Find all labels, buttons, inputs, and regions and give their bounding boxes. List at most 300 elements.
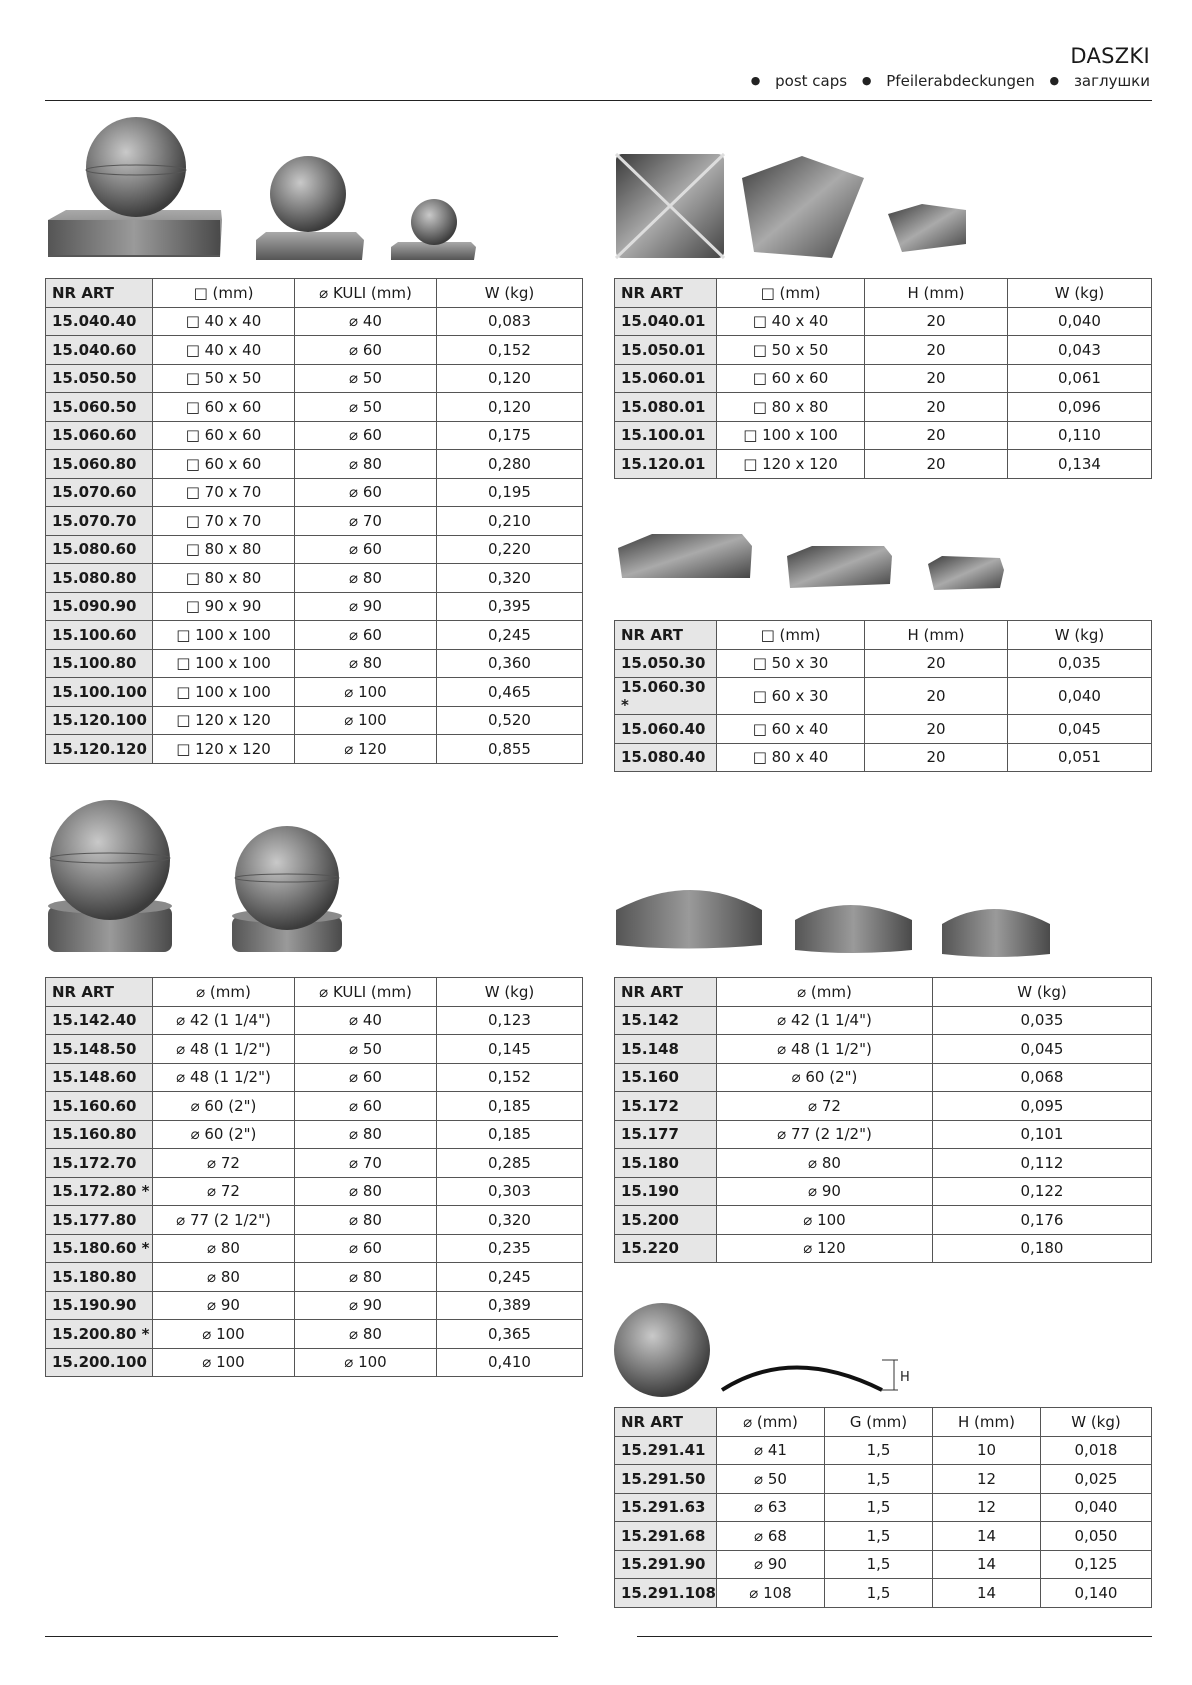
spec-cell: ⌀ 90 [717, 1550, 825, 1579]
spec-cell: □ 80 x 80 [153, 535, 295, 564]
spec-cell: □ 60 x 60 [153, 393, 295, 422]
table-row [615, 649, 1152, 678]
article-number-cell: 15.148.50 [46, 1035, 153, 1064]
article-number-cell: 15.120.01 [615, 450, 717, 479]
spec-cell: 1,5 [825, 1493, 933, 1522]
spec-cell: 0,245 [437, 1263, 583, 1292]
spec-cell: 0,025 [1041, 1465, 1152, 1494]
spec-cell: □ 60 x 60 [153, 421, 295, 450]
table-row [615, 393, 1152, 422]
spec-cell: □ 120 x 120 [153, 706, 295, 735]
table-row [46, 706, 583, 735]
table-row [615, 1234, 1152, 1263]
spec-cell: 0,123 [437, 1006, 583, 1035]
spec-cell: 20 [865, 307, 1008, 336]
article-number-cell: 15.291.41 [615, 1436, 717, 1465]
spec-cell: ⌀ 72 [717, 1092, 933, 1121]
table-header-row [615, 621, 1152, 650]
table-rectangular-caps [614, 620, 1152, 772]
spec-cell: 0,210 [437, 507, 583, 536]
spec-cell: □ 50 x 50 [153, 364, 295, 393]
spec-cell: ⌀ 120 [717, 1234, 933, 1263]
spec-cell: ⌀ 60 [295, 1063, 437, 1092]
table-row [615, 1522, 1152, 1551]
spec-cell: ⌀ 108 [717, 1579, 825, 1608]
spec-cell: 0,152 [437, 1063, 583, 1092]
subtitle-en: post caps [775, 72, 848, 90]
spec-cell: 14 [933, 1550, 1041, 1579]
article-number-cell: 15.050.01 [615, 336, 717, 365]
article-number-cell: 15.040.40 [46, 307, 153, 336]
article-number-cell: 15.220 [615, 1234, 717, 1263]
spec-cell: 0,096 [1008, 393, 1152, 422]
spec-cell: ⌀ 90 [153, 1291, 295, 1320]
spec-cell: ⌀ 100 [295, 706, 437, 735]
column-header: H (mm) [865, 279, 1008, 308]
spec-cell: 0,152 [437, 336, 583, 365]
spec-cell: 1,5 [825, 1522, 933, 1551]
footer-rule-right [637, 1636, 1152, 1637]
spec-cell: □ 80 x 40 [717, 743, 865, 772]
spec-cell: 0,061 [1008, 364, 1152, 393]
column-header: W (kg) [1008, 621, 1152, 650]
spec-cell: 0,045 [933, 1035, 1152, 1064]
spec-cell: □ 40 x 40 [717, 307, 865, 336]
spec-cell: ⌀ 60 [295, 621, 437, 650]
spec-cell: 0,320 [437, 564, 583, 593]
spec-cell: □ 70 x 70 [153, 478, 295, 507]
article-number-cell: 15.291.68 [615, 1522, 717, 1551]
spec-cell: 0,120 [437, 393, 583, 422]
article-number-cell: 15.120.100 [46, 706, 153, 735]
spec-cell: 0,125 [1041, 1550, 1152, 1579]
spec-cell: 0,083 [437, 307, 583, 336]
spec-cell: 1,5 [825, 1436, 933, 1465]
spec-cell: ⌀ 60 [295, 1234, 437, 1263]
spec-cell: 0,245 [437, 621, 583, 650]
article-number-cell: 15.080.60 [46, 535, 153, 564]
spec-cell: 0,043 [1008, 336, 1152, 365]
article-number-cell: 15.060.01 [615, 364, 717, 393]
table-row [46, 450, 583, 479]
spec-cell: ⌀ 100 [153, 1320, 295, 1349]
spec-cell: □ 80 x 80 [717, 393, 865, 422]
article-number-cell: 15.200.80 * [46, 1320, 153, 1349]
table-row [46, 1092, 583, 1121]
spec-cell: 20 [865, 649, 1008, 678]
spec-cell: ⌀ 72 [153, 1149, 295, 1178]
table-row [46, 1263, 583, 1292]
spec-cell: □ 60 x 60 [717, 364, 865, 393]
table-row [46, 1348, 583, 1377]
spec-cell: ⌀ 60 [295, 336, 437, 365]
spec-cell: 20 [865, 364, 1008, 393]
spec-cell: 0,176 [933, 1206, 1152, 1235]
table-row [615, 1092, 1152, 1121]
spec-cell: □ 60 x 60 [153, 450, 295, 479]
spec-cell: 0,050 [1041, 1522, 1152, 1551]
round-cap-image [612, 880, 1072, 960]
spec-cell: 0,360 [437, 649, 583, 678]
column-header: W (kg) [1008, 279, 1152, 308]
article-number-cell: 15.060.80 [46, 450, 153, 479]
table-row [46, 1291, 583, 1320]
article-number-cell: 15.100.01 [615, 421, 717, 450]
article-number-cell: 15.160.80 [46, 1120, 153, 1149]
spec-cell: 12 [933, 1465, 1041, 1494]
table-row [46, 1006, 583, 1035]
spec-cell: 0,195 [437, 478, 583, 507]
spec-cell: 0,040 [1008, 678, 1152, 715]
ball-round-cap-image [46, 788, 376, 958]
article-number-cell: 15.291.50 [615, 1465, 717, 1494]
spec-cell: ⌀ 42 (1 1/4") [717, 1006, 933, 1035]
article-number-cell: 15.090.90 [46, 592, 153, 621]
spec-cell: □ 60 x 40 [717, 715, 865, 744]
table-row [46, 1063, 583, 1092]
spec-cell: 20 [865, 678, 1008, 715]
article-number-cell: 15.200.100 [46, 1348, 153, 1377]
article-number-cell: 15.160.60 [46, 1092, 153, 1121]
spec-cell: ⌀ 120 [295, 735, 437, 764]
spec-cell: □ 50 x 50 [717, 336, 865, 365]
table-row [615, 1465, 1152, 1494]
spec-cell: ⌀ 80 [295, 649, 437, 678]
spec-cell: 0,145 [437, 1035, 583, 1064]
spec-cell: 1,5 [825, 1465, 933, 1494]
spec-cell: ⌀ 48 (1 1/2") [153, 1035, 295, 1064]
article-number-cell: 15.200 [615, 1206, 717, 1235]
column-header: W (kg) [437, 279, 583, 308]
spec-cell: ⌀ 60 [295, 535, 437, 564]
spec-cell: 0,122 [933, 1177, 1152, 1206]
article-number-cell: 15.291.63 [615, 1493, 717, 1522]
spec-cell: ⌀ 50 [295, 393, 437, 422]
table-row [615, 715, 1152, 744]
table-header-row [46, 279, 583, 308]
table-row [615, 1177, 1152, 1206]
article-number-cell: 15.100.80 [46, 649, 153, 678]
table-row [615, 743, 1152, 772]
spec-cell: 0,520 [437, 706, 583, 735]
spec-cell: 14 [933, 1579, 1041, 1608]
spec-cell: ⌀ 40 [295, 307, 437, 336]
spec-cell: ⌀ 100 [717, 1206, 933, 1235]
spec-cell: 0,303 [437, 1177, 583, 1206]
spec-cell: 0,035 [933, 1006, 1152, 1035]
table-row [46, 621, 583, 650]
spec-cell: 20 [865, 450, 1008, 479]
dome-disc-image [612, 1300, 932, 1400]
header-rule [45, 100, 1152, 101]
article-number-cell: 15.050.30 [615, 649, 717, 678]
spec-cell: ⌀ 80 [295, 1206, 437, 1235]
spec-cell: 0,855 [437, 735, 583, 764]
spec-cell: 1,5 [825, 1579, 933, 1608]
spec-cell: □ 60 x 30 [717, 678, 865, 715]
spec-cell: □ 40 x 40 [153, 307, 295, 336]
spec-cell: □ 40 x 40 [153, 336, 295, 365]
spec-cell: □ 120 x 120 [717, 450, 865, 479]
column-header: □ (mm) [153, 279, 295, 308]
table-row [46, 421, 583, 450]
spec-cell: ⌀ 48 (1 1/2") [717, 1035, 933, 1064]
spec-cell: ⌀ 72 [153, 1177, 295, 1206]
spec-cell: 0,018 [1041, 1436, 1152, 1465]
article-number-cell: 15.040.01 [615, 307, 717, 336]
table-row [615, 1006, 1152, 1035]
column-header: ⌀ (mm) [717, 978, 933, 1007]
spec-cell: ⌀ 100 [295, 1348, 437, 1377]
article-number-cell: 15.080.40 [615, 743, 717, 772]
spec-cell: 0,465 [437, 678, 583, 707]
column-header: W (kg) [437, 978, 583, 1007]
spec-cell: ⌀ 80 [295, 1177, 437, 1206]
spec-cell: ⌀ 80 [295, 1263, 437, 1292]
spec-cell: □ 100 x 100 [153, 621, 295, 650]
spec-cell: ⌀ 70 [295, 1149, 437, 1178]
spec-cell: 0,120 [437, 364, 583, 393]
table-row [46, 1149, 583, 1178]
column-header: □ (mm) [717, 621, 865, 650]
spec-cell: ⌀ 90 [717, 1177, 933, 1206]
article-number-cell: 15.291.108 [615, 1579, 717, 1608]
spec-cell: ⌀ 80 [295, 1320, 437, 1349]
spec-cell: ⌀ 48 (1 1/2") [153, 1063, 295, 1092]
article-number-cell: 15.291.90 [615, 1550, 717, 1579]
table-header-row [615, 279, 1152, 308]
article-number-cell: 15.142 [615, 1006, 717, 1035]
table-row [46, 535, 583, 564]
article-number-cell: 15.142.40 [46, 1006, 153, 1035]
spec-cell: 0,180 [933, 1234, 1152, 1263]
spec-cell: 0,365 [437, 1320, 583, 1349]
table-row [46, 478, 583, 507]
table-row [615, 1149, 1152, 1178]
spec-cell: ⌀ 90 [295, 592, 437, 621]
table-row [615, 1035, 1152, 1064]
table-row [46, 393, 583, 422]
table-row [46, 1206, 583, 1235]
article-number-cell: 15.100.100 [46, 678, 153, 707]
spec-cell: ⌀ 60 [295, 421, 437, 450]
spec-cell: ⌀ 41 [717, 1436, 825, 1465]
spec-cell: 0,280 [437, 450, 583, 479]
column-header: NR ART [46, 978, 153, 1007]
spec-cell: ⌀ 60 (2") [153, 1120, 295, 1149]
table-row [615, 1436, 1152, 1465]
article-number-cell: 15.180.80 [46, 1263, 153, 1292]
article-number-cell: 15.120.120 [46, 735, 153, 764]
column-header: ⌀ (mm) [153, 978, 295, 1007]
spec-cell: ⌀ 60 (2") [153, 1092, 295, 1121]
column-header: W (kg) [933, 978, 1152, 1007]
spec-cell: 0,185 [437, 1120, 583, 1149]
article-number-cell: 15.172 [615, 1092, 717, 1121]
spec-cell: □ 90 x 90 [153, 592, 295, 621]
table-row [615, 307, 1152, 336]
footer-rule-left [45, 1636, 558, 1637]
table-row [46, 1120, 583, 1149]
table-pyramid-caps [614, 278, 1152, 479]
spec-cell: 20 [865, 743, 1008, 772]
spec-cell: ⌀ 80 [153, 1234, 295, 1263]
article-number-cell: 15.177.80 [46, 1206, 153, 1235]
column-header: NR ART [46, 279, 153, 308]
spec-cell: 20 [865, 421, 1008, 450]
spec-cell: 0,175 [437, 421, 583, 450]
column-header: H (mm) [865, 621, 1008, 650]
bullet-icon: ● [1049, 74, 1060, 87]
spec-cell: 0,035 [1008, 649, 1152, 678]
article-number-cell: 15.040.60 [46, 336, 153, 365]
article-number-cell: 15.177 [615, 1120, 717, 1149]
spec-cell: 0,140 [1041, 1579, 1152, 1608]
table-ball-round-caps [45, 977, 583, 1377]
spec-cell: 0,051 [1008, 743, 1152, 772]
spec-cell: 20 [865, 393, 1008, 422]
spec-cell: ⌀ 80 [295, 1120, 437, 1149]
spec-cell: ⌀ 50 [717, 1465, 825, 1494]
spec-cell: □ 70 x 70 [153, 507, 295, 536]
article-number-cell: 15.180.60 * [46, 1234, 153, 1263]
page-title: DASZKI [1070, 44, 1150, 68]
spec-cell: □ 100 x 100 [153, 678, 295, 707]
table-dome-discs [614, 1407, 1152, 1608]
spec-cell: ⌀ 50 [295, 1035, 437, 1064]
article-number-cell: 15.180 [615, 1149, 717, 1178]
column-header: NR ART [615, 621, 717, 650]
spec-cell: 0,112 [933, 1149, 1152, 1178]
table-row [46, 1320, 583, 1349]
column-header: W (kg) [1041, 1408, 1152, 1437]
spec-cell: ⌀ 40 [295, 1006, 437, 1035]
table-ball-square-caps [45, 278, 583, 764]
spec-cell: ⌀ 80 [295, 450, 437, 479]
spec-cell: 0,410 [437, 1348, 583, 1377]
table-row [615, 336, 1152, 365]
spec-cell: 10 [933, 1436, 1041, 1465]
table-header-row [615, 1408, 1152, 1437]
table-header-row [615, 978, 1152, 1007]
spec-cell: 0,068 [933, 1063, 1152, 1092]
spec-cell: □ 50 x 30 [717, 649, 865, 678]
table-row [615, 1550, 1152, 1579]
spec-cell: 0,134 [1008, 450, 1152, 479]
subtitle-ru: заглушки [1073, 72, 1150, 90]
article-number-cell: 15.190 [615, 1177, 717, 1206]
column-header: ⌀ (mm) [717, 1408, 825, 1437]
table-row [615, 1579, 1152, 1608]
column-header: ⌀ KULI (mm) [295, 978, 437, 1007]
column-header: NR ART [615, 1408, 717, 1437]
article-number-cell: 15.148 [615, 1035, 717, 1064]
spec-cell: 0,185 [437, 1092, 583, 1121]
spec-cell: ⌀ 68 [717, 1522, 825, 1551]
page-subtitle [741, 72, 1150, 90]
spec-cell: ⌀ 77 (2 1/2") [717, 1120, 933, 1149]
spec-cell: 0,235 [437, 1234, 583, 1263]
table-row [615, 1493, 1152, 1522]
spec-cell: ⌀ 100 [153, 1348, 295, 1377]
table-row [615, 1120, 1152, 1149]
spec-cell: □ 80 x 80 [153, 564, 295, 593]
spec-cell: ⌀ 70 [295, 507, 437, 536]
spec-cell: ⌀ 63 [717, 1493, 825, 1522]
article-number-cell: 15.050.50 [46, 364, 153, 393]
article-number-cell: 15.080.80 [46, 564, 153, 593]
table-row [615, 364, 1152, 393]
article-number-cell: 15.172.70 [46, 1149, 153, 1178]
article-number-cell: 15.070.70 [46, 507, 153, 536]
table-header-row [46, 978, 583, 1007]
column-header: G (mm) [825, 1408, 933, 1437]
article-number-cell: 15.060.40 [615, 715, 717, 744]
spec-cell: 14 [933, 1522, 1041, 1551]
article-number-cell: 15.080.01 [615, 393, 717, 422]
pyramid-cap-image [612, 148, 992, 263]
table-row [46, 364, 583, 393]
spec-cell: ⌀ 60 [295, 1092, 437, 1121]
column-header: NR ART [615, 978, 717, 1007]
bullet-icon: ● [750, 74, 761, 87]
spec-cell: 20 [865, 336, 1008, 365]
spec-cell: 0,040 [1008, 307, 1152, 336]
ball-square-cap-image [46, 112, 486, 262]
table-row [46, 336, 583, 365]
spec-cell: 0,395 [437, 592, 583, 621]
article-number-cell: 15.100.60 [46, 621, 153, 650]
table-row [46, 1234, 583, 1263]
spec-cell: 0,040 [1041, 1493, 1152, 1522]
table-row [46, 1177, 583, 1206]
spec-cell: 0,320 [437, 1206, 583, 1235]
table-row [46, 507, 583, 536]
spec-cell: 0,101 [933, 1120, 1152, 1149]
table-row [615, 1206, 1152, 1235]
spec-cell: ⌀ 60 (2") [717, 1063, 933, 1092]
column-header: H (mm) [933, 1408, 1041, 1437]
bullet-icon: ● [861, 74, 872, 87]
height-label: H [900, 1370, 910, 1385]
article-number-cell: 15.060.50 [46, 393, 153, 422]
spec-cell: ⌀ 80 [717, 1149, 933, 1178]
table-row [46, 564, 583, 593]
spec-cell: ⌀ 80 [295, 564, 437, 593]
spec-cell: 0,285 [437, 1149, 583, 1178]
spec-cell: ⌀ 42 (1 1/4") [153, 1006, 295, 1035]
article-number-cell: 15.148.60 [46, 1063, 153, 1092]
article-number-cell: 15.060.60 [46, 421, 153, 450]
spec-cell: 0,045 [1008, 715, 1152, 744]
table-round-caps [614, 977, 1152, 1263]
column-header: NR ART [615, 279, 717, 308]
subtitle-de: Pfeilerabdeckungen [886, 72, 1035, 90]
spec-cell: 12 [933, 1493, 1041, 1522]
spec-cell: 0,389 [437, 1291, 583, 1320]
spec-cell: ⌀ 60 [295, 478, 437, 507]
table-row [46, 649, 583, 678]
article-number-cell: 15.060.30 * [615, 678, 717, 715]
spec-cell: ⌀ 50 [295, 364, 437, 393]
spec-cell: 1,5 [825, 1550, 933, 1579]
table-row [615, 1063, 1152, 1092]
spec-cell: ⌀ 100 [295, 678, 437, 707]
dome-profile-diagram [722, 1368, 882, 1391]
spec-cell: 20 [865, 715, 1008, 744]
spec-cell: □ 100 x 100 [717, 421, 865, 450]
spec-cell: 0,095 [933, 1092, 1152, 1121]
